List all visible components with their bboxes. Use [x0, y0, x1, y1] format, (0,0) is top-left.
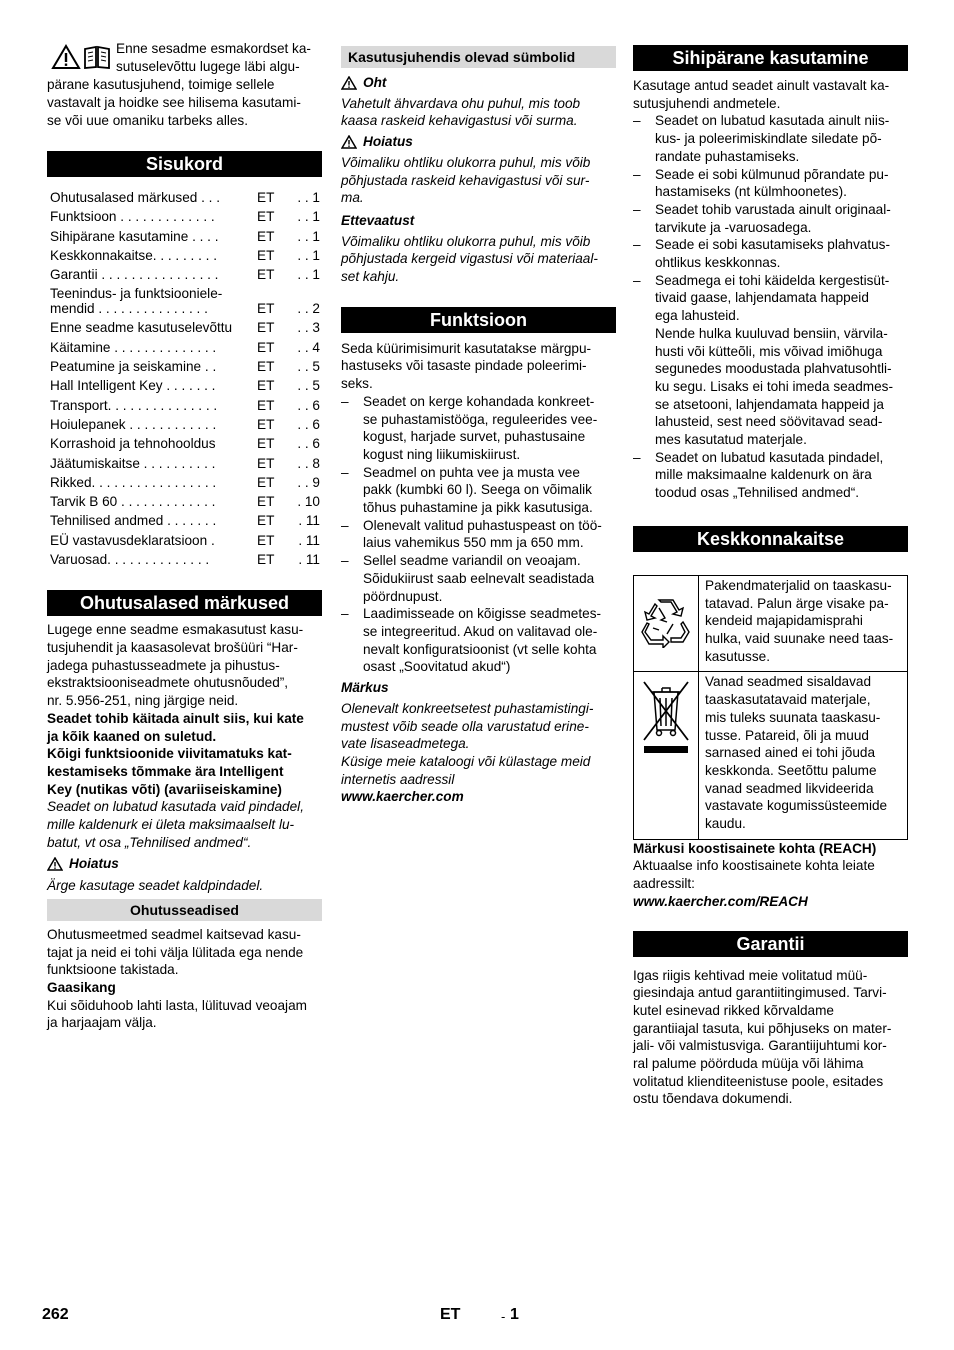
text-line: vastavate kogumissüsteemide: [705, 798, 888, 814]
text-line: giesindaja antud garantiitingimused. Tarvi-: [633, 985, 887, 1001]
danger-label-row: [341, 74, 616, 92]
toc-entry-language: ET: [257, 416, 275, 432]
column-right: [633, 40, 908, 1108]
text-line: Aktuaalse info koostisainete kohta leiate: [633, 858, 875, 874]
text-line: – Seadet on kerge kohandada konkreet-: [363, 393, 595, 409]
text-line: – Seadmel on puhta vee ja musta vee: [363, 464, 580, 480]
toc-entry-page: . 11: [298, 513, 320, 529]
icon-cell: [634, 575, 699, 672]
toc-entry-language: ET: [257, 513, 275, 529]
toc-entry[interactable]: [50, 207, 320, 226]
text-line: Ohutusmeetmed seadmel kaitsevad kasu-: [47, 926, 301, 942]
text-line: kestamiseks tõmmake ära Intelligent: [47, 763, 284, 779]
text-line: taaskasutatavaid materjale,: [705, 692, 871, 708]
toc-entry-title: Transport. . . . . . . . . . . . . . .: [50, 397, 218, 413]
text-line: kus- ja poleerimiskindlate siledate põ-: [655, 131, 882, 147]
caution-label: Ettevaatust: [341, 212, 415, 228]
toc-entry[interactable]: [50, 376, 320, 395]
toc-entry[interactable]: [50, 550, 320, 569]
footer-language: ET: [440, 1306, 461, 1323]
toc-entry-language: ET: [257, 436, 275, 452]
text-line: ja kõik kaaned on suletud.: [47, 728, 217, 744]
text-line: pakk (kumbki 60 l). Seega on võimalik: [363, 482, 592, 498]
toc-heading: Sisukord: [47, 151, 322, 177]
text-line: tivaid gaase, lahjendamata happeid: [655, 290, 869, 306]
toc-entry-page: . . 8: [297, 455, 320, 471]
intended-use-list: [633, 112, 908, 501]
text-line: kutel esinevad rikked kõrvaldame: [633, 1002, 834, 1018]
pedal-title: Gaasikang: [47, 980, 116, 995]
toc-entry[interactable]: [50, 415, 320, 434]
intro-text-line: sutuselevõttu lugege läbi algu-: [116, 59, 300, 74]
toc-entry[interactable]: [50, 396, 320, 415]
safety-devices-heading: Ohutusseadised: [47, 899, 322, 921]
list-item: [633, 112, 908, 165]
table-row: [634, 575, 908, 672]
list-item: [341, 393, 616, 464]
text-line: toodud osas „Tehnilised andmed“.: [655, 485, 860, 501]
intro-text-line: Enne sesadme esmakordset ka-: [116, 41, 311, 56]
text-line: Vahetult ähvardava ohu puhul, mis toob: [341, 95, 581, 111]
text-line: Olenevalt konkreetsetest puhastamistingi-: [341, 700, 594, 716]
intended-use-heading: Sihipärane kasutamine: [633, 45, 908, 71]
text-line: ja harjaajam välja.: [47, 1015, 157, 1031]
intro-text-line: pärane kasutusjuhend, toimige sellele: [47, 77, 275, 92]
toc-entry-language: ET: [257, 228, 275, 244]
text-line: – Seade ei sobi kasutamiseks plahvatus-: [655, 237, 890, 253]
note-label: Märkus: [341, 680, 389, 696]
text-line: mille maksimaalne kaldenurk on ära: [655, 467, 872, 483]
text-line: ohtlikus keskkonnas.: [655, 255, 781, 271]
toc-entry-page: . . 1: [297, 267, 320, 283]
text-line: hastuseks või tasaste pindade poleerimi-: [341, 358, 587, 374]
toc-entry-language: ET: [257, 494, 275, 510]
toc-entry-language: ET: [257, 378, 275, 394]
toc-entry-title: Sihipärane kasutamine . . . .: [50, 228, 219, 244]
toc-entry[interactable]: [50, 318, 320, 337]
toc-entry-language: ET: [257, 455, 275, 471]
toc-entry-language: ET: [257, 209, 275, 225]
list-item: [341, 464, 616, 517]
intro-icons: [51, 44, 111, 70]
text-line: tajat ja neid ei tohi välja lülitada ega nende: [47, 944, 304, 960]
warning-label: Hoiatus: [363, 134, 413, 150]
toc-entry-title: Korrashoid ja tehnohooldus: [50, 436, 216, 452]
text-line: mustest võib seade olla varustatud erine-: [341, 718, 589, 734]
list-item: [633, 449, 908, 502]
environment-table: [633, 575, 908, 840]
text-line: ma.: [341, 190, 364, 206]
toc-entry-language: ET: [257, 190, 275, 205]
text-line: randate puhastamiseks.: [655, 148, 800, 164]
toc-entry-language: ET: [257, 359, 275, 375]
text-line: Igas riigis kehtivad meie volitatud müü-: [633, 967, 868, 983]
text-line: batut, vt osa „Tehnilised andmed“.: [47, 834, 252, 850]
text-line: sarnased ained ei tohi jõuda: [705, 745, 876, 761]
text-line: vanad seadmed likvideerida: [705, 780, 874, 796]
toc-entry-title: Enne seadme kasutuselevõttu: [50, 320, 233, 336]
text-line: Nende hulka kuuluvad bensiin, värvila-: [655, 325, 888, 341]
warning-triangle-icon: [47, 857, 63, 871]
warning-triangle-icon: [341, 135, 357, 149]
toc-entry[interactable]: [50, 454, 320, 473]
page-number: 262: [42, 1306, 69, 1323]
text-line: Küsige meie kataloogi või külastage meid: [341, 753, 591, 769]
toc-entry[interactable]: [50, 357, 320, 376]
toc-entry[interactable]: [50, 531, 320, 550]
toc-entry-title: Ohutusalased märkused . . .: [50, 190, 221, 205]
text-line: põhjustada kergeid vigastusi või materiaal-: [341, 251, 598, 267]
text-line: – Seade ei sobi külmunud põrandate pu-: [655, 166, 889, 182]
function-heading: Funktsioon: [341, 307, 616, 333]
text-line: tatavad. Palun ärge visake pa-: [705, 595, 889, 611]
text-line: – Sellel seadme variandil on veoajam.: [363, 553, 581, 569]
icon-cell: [634, 672, 699, 839]
toc-entry-page: . 11: [298, 552, 320, 568]
text-line: se atsetooni, lahjendamata happeid ja: [655, 396, 884, 412]
toc-entry-page: . . 2: [297, 301, 320, 317]
text-line: se puhastamistööga, reguleerides vee-: [363, 411, 598, 427]
toc-entry-page: . 11: [298, 532, 320, 548]
toc-entry-language: ET: [257, 320, 275, 336]
text-line: Vanad seadmed sisaldavad: [705, 674, 872, 690]
toc-entry-title: Käitamine . . . . . . . . . . . . . .: [50, 339, 217, 355]
text-line: kasutusse.: [705, 648, 770, 664]
intro-text-line: vastavalt ja hoidke see hilisema kasutami-: [47, 95, 301, 110]
text-line: husti või kütteõli, mis võivad imiõhuga: [655, 343, 883, 359]
text-line: Sõidukiirust saab eelnevalt seadistada: [363, 570, 595, 586]
safety-slope-note: [47, 798, 322, 851]
list-item: [633, 201, 908, 236]
text-line: kaasa raskeid kehavigastusi või surma.: [341, 113, 578, 129]
toc-entry-language: ET: [257, 532, 275, 548]
toc-entry[interactable]: [50, 246, 320, 265]
crossed-out-bin-icon: [640, 678, 692, 754]
toc-entry[interactable]: [50, 284, 320, 318]
toc-entry-page: . . 6: [297, 416, 320, 432]
list-item: [633, 272, 908, 449]
text-line: hulka, vaid suunake need taas-: [705, 630, 894, 646]
warning-triangle-icon: [341, 76, 357, 90]
toc-entry-page: . . 1: [297, 228, 320, 244]
text-line: Kui sõiduhoob lahti lasta, lülituvad veoajam: [47, 997, 307, 1013]
text-line: Lugege enne seadme esmakasutust kasu-: [47, 622, 304, 638]
text-line: segunedes moodustada plahvatusohtli-: [655, 361, 892, 377]
text-line: aadressilt:: [633, 876, 695, 892]
warning-text: Ärge kasutage seadet kaldpindadel.: [47, 878, 264, 894]
toc-entry-language: ET: [257, 397, 275, 413]
toc-entry-page: . . 6: [297, 436, 320, 452]
text-line: garantiiajal tasuta, kui põhjuseks on mater-: [633, 1020, 892, 1036]
toc-entry-title: Keskkonnakaitse. . . . . . . . .: [50, 247, 217, 263]
text-line: Võimaliku ohtliku olukorra puhul, mis võib: [341, 233, 591, 249]
danger-label: Oht: [363, 75, 387, 90]
toc-entry-page: . . 6: [297, 397, 320, 413]
warranty-heading: Garantii: [633, 931, 908, 957]
text-line: ral palume pöörduda müüja või lähima: [633, 1056, 864, 1072]
text-line: ku segu. Lisaks ei tohi imeda seadmes-: [655, 378, 894, 394]
list-item: [341, 552, 616, 605]
toc-entry-language: ET: [257, 301, 275, 317]
warning-label-row: [47, 855, 322, 873]
reach-link[interactable]: www.kaercher.com/REACH: [633, 893, 808, 909]
text-line: funktsioone takistada.: [47, 962, 179, 978]
text-line: seks.: [341, 376, 373, 392]
toc-entry-page: . . 1: [297, 209, 320, 225]
text-line: jali- või valmistusvigа. Garantiijuhtumi kor-: [633, 1038, 887, 1054]
text-line: tõhus puhastamine ja pikk kasutusiga.: [363, 500, 593, 516]
text-line: ekstraktsiooniseadmete ohutusnõuded”,: [47, 675, 289, 691]
warning-label: Hoiatus: [69, 856, 119, 872]
text-line: sutusjuhendi andmetele.: [633, 95, 781, 111]
toc-entry-title: Tehnilised andmed . . . . . . .: [50, 513, 217, 529]
toc-entry-language: ET: [257, 247, 275, 263]
toc-entry-page: . . 4: [297, 339, 320, 355]
open-book-icon: [83, 44, 111, 70]
toc-entry-language: ET: [257, 474, 275, 490]
toc-entry[interactable]: [50, 434, 320, 453]
reach-title: Märkusi koostisainete kohta (REACH): [633, 840, 877, 856]
list-item: [341, 517, 616, 552]
text-line: set kahju.: [341, 269, 400, 285]
text-line: mille kaldenurk ei ületa maksimaalselt lu-: [47, 817, 295, 833]
table-of-contents: [50, 188, 320, 569]
text-line: – Olenevalt valitud puhastuspeast on töö-: [363, 517, 602, 533]
text-line: kogust ning liikumiskiirust.: [363, 446, 521, 462]
text-line: vate lisaseadmetega.: [341, 736, 470, 752]
warning-triangle-icon: [51, 44, 81, 70]
safety-intro: [47, 621, 322, 710]
toc-entry-page: . . 1: [297, 190, 320, 205]
toc-entry-language: ET: [257, 267, 275, 283]
disposal-text: [699, 672, 908, 839]
toc-entry-page: . . 9: [297, 474, 320, 490]
text-line: jadega puhastusseadmete ja pihustus-: [47, 657, 280, 673]
text-line: – Seadmega ei tohi käidelda kergestisüt-: [655, 272, 890, 288]
text-line: volitatud klienditeenistuse poole, esitades: [633, 1073, 884, 1089]
environment-heading: Keskkonnakaitse: [633, 526, 908, 552]
toc-entry-title: Jäätumiskaitse . . . . . . . . . .: [50, 455, 216, 471]
recycling-icon: [639, 594, 693, 648]
table-row: [634, 672, 908, 839]
text-line: kogust, harjade survet, puhastusaine: [363, 429, 586, 445]
text-line: – Seadet tohib varustada ainult originaal-: [655, 201, 891, 217]
toc-entry-page: . . 5: [297, 378, 320, 394]
text-line: Seda küürimisimurit kasutatakse märgpu-: [341, 340, 592, 356]
function-list: [341, 393, 616, 676]
toc-entry-language: ET: [257, 339, 275, 355]
text-line: Võimaliku ohtliku olukorra puhul, mis võib: [341, 154, 591, 170]
toc-entry-title: Tarvik B 60 . . . . . . . . . . . . .: [50, 494, 216, 510]
text-line: Key (nutikas võti) (avariiseiskamine): [47, 781, 282, 797]
text-line: hastamiseks (nt külmhoonetes).: [655, 184, 847, 200]
text-line: Kasutage antud seadet ainult vastavalt ka-: [633, 78, 890, 93]
toc-entry-title: Peatumine ja seiskamine . .: [50, 359, 217, 375]
toc-entry-title: EÜ vastavusdeklaratsioon .: [50, 532, 215, 548]
text-line: se integreeritud. Akud on valitavad ole-: [363, 623, 598, 639]
safety-bold-notice: [47, 710, 322, 799]
text-line: nevalt konfiguratsioonist (vt selle kohta: [363, 641, 597, 657]
text-line: ostu tõendava dokumendi.: [633, 1091, 793, 1107]
warning-label-row: [341, 133, 616, 151]
column-middle: [341, 40, 616, 806]
text-line: põhjustada raskeid kehavigastusi või sur-: [341, 172, 590, 188]
toc-entry-title: Funktsioon . . . . . . . . . . . . .: [50, 209, 215, 225]
text-line: Pakendmaterjalid on taaskasu-: [705, 577, 892, 593]
toc-entry-language: ET: [257, 552, 275, 568]
text-line: osast „Soovitatud akud“): [363, 659, 511, 675]
list-item: [633, 166, 908, 201]
toc-entry[interactable]: [50, 227, 320, 246]
text-line: mes kasutatud materjale.: [655, 432, 807, 448]
toc-entry-title: Hoiulepanek . . . . . . . . . . . .: [50, 416, 217, 432]
toc-entry-page: . . 3: [297, 320, 320, 336]
toc-entry-title: Garantii . . . . . . . . . . . . . . . .: [50, 267, 219, 283]
text-line: tusjuhendit ja kaasasolevat brošüüri “Har-: [47, 640, 298, 656]
safety-devices-text: [47, 926, 322, 979]
kaercher-link[interactable]: www.kaercher.com: [341, 789, 464, 805]
text-line: Kõigi funktsioonide viivitamatuks kat-: [47, 746, 292, 762]
text-line: lahusteid, sest need söövitavad sead-: [655, 414, 883, 430]
toc-entry-title: Teenindus- ja funktsiooniele- mendid . . . . . . . . . . . . . . .: [50, 286, 223, 317]
text-line: tusse. Patareid, õli ja muud: [705, 727, 869, 743]
toc-entry[interactable]: [50, 338, 320, 357]
text-line: nr. 5.956-251, ning järgige neid.: [47, 693, 239, 709]
footer-section-page: 1: [510, 1306, 519, 1323]
toc-entry[interactable]: [50, 492, 320, 511]
recycling-text: [699, 575, 908, 672]
safety-heading: Ohutusalased märkused: [47, 590, 322, 616]
toc-entry[interactable]: [50, 265, 320, 284]
text-line: kendeid majapidamisprahi: [705, 613, 863, 629]
toc-entry-title: Rikked. . . . . . . . . . . . . . . . .: [50, 474, 217, 490]
text-line: Seadet tohib käitada ainult siis, kui kate: [47, 710, 304, 726]
toc-entry-title: Hall Intelligent Key . . . . . . .: [50, 378, 216, 394]
text-line: internetis aadressil: [341, 771, 455, 787]
text-line: – Laadimisseade on kõigisse seadmetes-: [363, 606, 602, 622]
toc-entry-page: . . 1: [297, 247, 320, 263]
list-item: [633, 236, 908, 271]
toc-entry[interactable]: [50, 473, 320, 492]
text-line: Seadet on lubatud kasutada vaid pindadel,: [47, 799, 304, 815]
symbols-heading: Kasutusjuhendis olevad sümbolid: [341, 46, 616, 68]
text-line: tarvikute ja -varuosadega.: [655, 219, 812, 235]
text-line: – Seadet on lubatud kasutada ainult niis-: [655, 113, 890, 129]
warranty-text: [633, 967, 908, 1109]
text-line: laius vahemikus 550 mm ja 650 mm.: [363, 535, 584, 551]
toc-entry-page: . . 5: [297, 359, 320, 375]
toc-entry-page: . 10: [297, 494, 320, 510]
toc-entry[interactable]: [50, 511, 320, 530]
text-line: – Seadet on lubatud kasutada pindadel,: [655, 449, 884, 465]
list-item: [341, 605, 616, 676]
intro-block: [47, 40, 322, 130]
toc-entry[interactable]: [50, 188, 320, 207]
text-line: kaudu.: [705, 816, 746, 832]
footer-dash: -: [501, 1309, 506, 1324]
text-line: pöördnupust.: [363, 588, 443, 604]
column-left: [47, 40, 322, 1032]
text-line: keskkonda. Seetõttu palume: [705, 762, 877, 778]
text-line: mis tuleks suunata taaskasu-: [705, 709, 881, 725]
text-line: ega lahusteid.: [655, 308, 740, 324]
intro-text-line: se või uue omaniku tarbeks alles.: [47, 113, 248, 128]
toc-entry-title: Varuosad. . . . . . . . . . . . . .: [50, 552, 210, 568]
